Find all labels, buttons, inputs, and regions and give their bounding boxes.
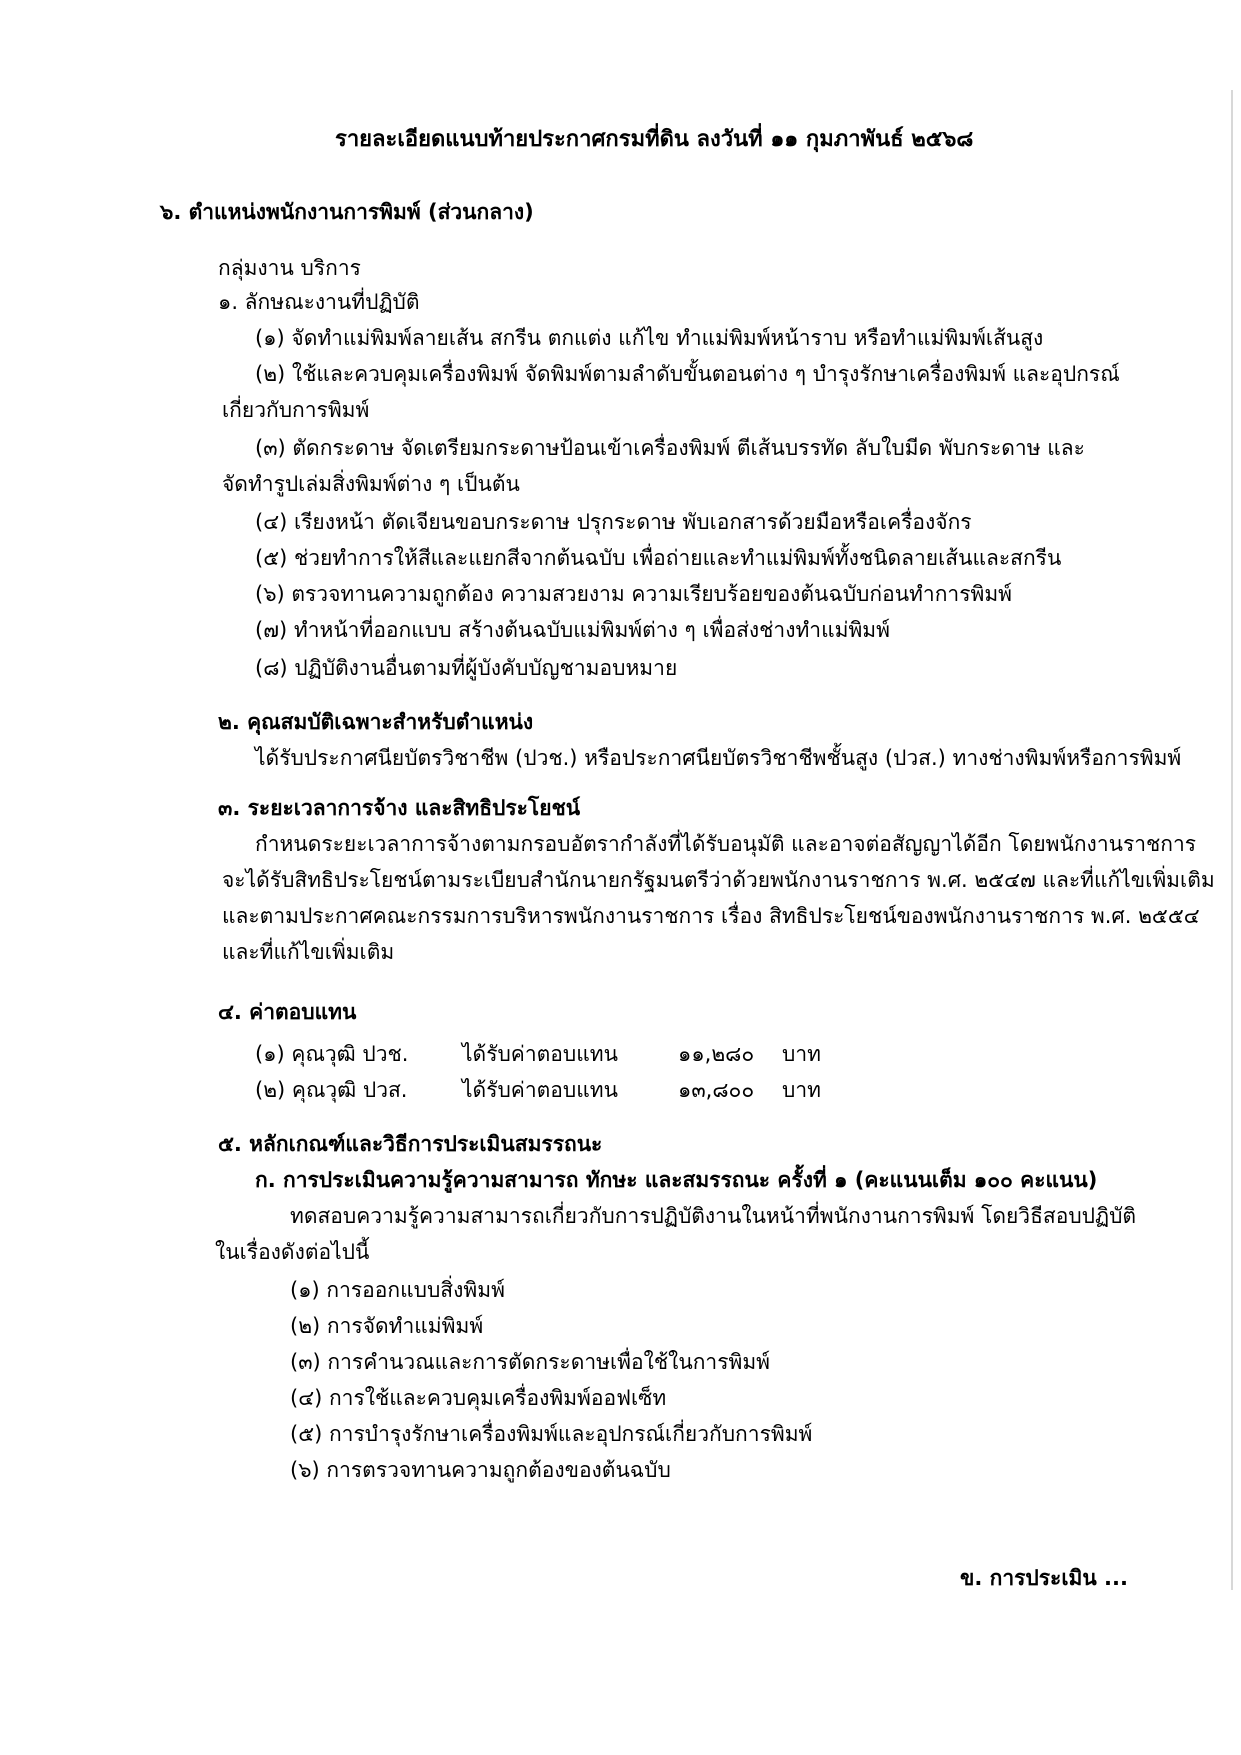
assessment-item-4: (๔) การใช้และควบคุมเครื่องพิมพ์ออฟเซ็ท	[290, 1386, 667, 1410]
section-2-heading: ๒. คุณสมบัติเฉพาะสำหรับตำแหน่ง	[218, 710, 534, 734]
continuation-note: ข. การประเมิน ...	[960, 1566, 1128, 1590]
section-5-body-line-2: ในเรื่องดังต่อไปนี้	[215, 1240, 370, 1264]
section-3-heading: ๓. ระยะเวลาการจ้าง และสิทธิประโยชน์	[218, 796, 581, 820]
duty-item-8: (๘) ปฏิบัติงานอื่นตามที่ผู้บังคับบัญชามอบหมาย	[255, 656, 678, 680]
assessment-item-5: (๕) การบำรุงรักษาเครื่องพิมพ์และอุปกรณ์เกี่ยวกับการพิมพ์	[290, 1422, 813, 1446]
duty-item-7: (๗) ทำหน้าที่ออกแบบ สร้างต้นฉบับแม่พิมพ์ต่าง ๆ เพื่อส่งช่างทำแม่พิมพ์	[255, 618, 890, 642]
section-2-body: ได้รับประกาศนียบัตรวิชาชีพ (ปวช.) หรือประกาศนียบัตรวิชาชีพชั้นสูง (ปวส.) ทางช่างพิมพ์หรือการพิมพ์	[255, 746, 1182, 770]
pay-row-2-unit: บาท	[782, 1078, 821, 1102]
pay-row-2-amount: ๑๓,๘๐๐	[678, 1078, 755, 1102]
section-3-line-1: กำหนดระยะเวลาการจ้างตามกรอบอัตรากำลังที่ได้รับอนุมัติ และอาจต่อสัญญาได้อีก โดยพนักงานราชการ	[255, 832, 1197, 856]
duty-item-2: (๒) ใช้และควบคุมเครื่องพิมพ์ จัดพิมพ์ตามลำดับขั้นตอนต่าง ๆ บำรุงรักษาเครื่องพิมพ์ และอุปกรณ์	[255, 362, 1120, 386]
pay-row-1-unit: บาท	[782, 1042, 821, 1066]
group-label: กลุ่มงาน บริการ	[218, 256, 361, 280]
pay-row-2-label: ได้รับค่าตอบแทน	[462, 1078, 618, 1102]
pay-row-1-amount: ๑๑,๒๘๐	[678, 1042, 755, 1066]
section-5-body-line-1: ทดสอบความรู้ความสามารถเกี่ยวกับการปฏิบัติงานในหน้าที่พนักงานการพิมพ์ โดยวิธีสอบปฏิบัติ	[290, 1204, 1137, 1228]
position-heading: ๖. ตำแหน่งพนักงานการพิมพ์ (ส่วนกลาง)	[160, 200, 534, 224]
assessment-item-2: (๒) การจัดทำแม่พิมพ์	[290, 1314, 484, 1338]
section-3-line-3: และตามประกาศคณะกรรมการบริหารพนักงานราชการ เรื่อง สิทธิประโยชน์ของพนักงานราชการ พ.ศ. ๒๕๕๔	[222, 904, 1200, 928]
section-1-heading: ๑. ลักษณะงานที่ปฏิบัติ	[218, 290, 420, 314]
duty-item-4: (๔) เรียงหน้า ตัดเจียนขอบกระดาษ ปรุกระดาษ พับเอกสารด้วยมือหรือเครื่องจักร	[255, 510, 972, 534]
duty-item-2-cont: เกี่ยวกับการพิมพ์	[222, 398, 370, 422]
section-4-heading: ๔. ค่าตอบแทน	[218, 1000, 357, 1024]
pay-row-2-qualification: (๒) คุณวุฒิ ปวส.	[255, 1078, 408, 1102]
duty-item-1: (๑) จัดทำแม่พิมพ์ลายเส้น สกรีน ตกแต่ง แก้ไข ทำแม่พิมพ์หน้าราบ หรือทำแม่พิมพ์เส้นสูง	[255, 326, 1044, 350]
section-5-sub-a: ก. การประเมินความรู้ความสามารถ ทักษะ และสมรรถนะ ครั้งที่ ๑ (คะแนนเต็ม ๑๐๐ คะแนน)	[255, 1168, 1098, 1192]
assessment-item-1: (๑) การออกแบบสิ่งพิมพ์	[290, 1278, 505, 1302]
scan-edge	[1231, 90, 1233, 1590]
pay-row-1-label: ได้รับค่าตอบแทน	[462, 1042, 618, 1066]
duty-item-3: (๓) ตัดกระดาษ จัดเตรียมกระดาษป้อนเข้าเครื่องพิมพ์ ตีเส้นบรรทัด ลับใบมีด พับกระดาษ และ	[255, 436, 1085, 460]
document-title: รายละเอียดแนบท้ายประกาศกรมที่ดิน ลงวันที่ ๑๑ กุมภาพันธ์ ๒๕๖๘	[335, 127, 974, 152]
duty-item-5: (๕) ช่วยทำการให้สีและแยกสีจากต้นฉบับ เพื่อถ่ายและทำแม่พิมพ์ทั้งชนิดลายเส้นและสกรีน	[255, 546, 1062, 570]
duty-item-6: (๖) ตรวจทานความถูกต้อง ความสวยงาม ความเรียบร้อยของต้นฉบับก่อนทำการพิมพ์	[255, 582, 1013, 606]
assessment-item-6: (๖) การตรวจทานความถูกต้องของต้นฉบับ	[290, 1458, 671, 1482]
duty-item-3-cont: จัดทำรูปเล่มสิ่งพิมพ์ต่าง ๆ เป็นต้น	[222, 472, 520, 496]
section-5-heading: ๕. หลักเกณฑ์และวิธีการประเมินสมรรถนะ	[218, 1132, 603, 1156]
section-3-line-2: จะได้รับสิทธิประโยชน์ตามระเบียบสำนักนายกรัฐมนตรีว่าด้วยพนักงานราชการ พ.ศ. ๒๕๔๗ และที่แก้ไขเพิ่มเติม	[222, 868, 1215, 892]
section-3-line-4: และที่แก้ไขเพิ่มเติม	[222, 940, 395, 964]
pay-row-1-qualification: (๑) คุณวุฒิ ปวช.	[255, 1042, 409, 1066]
assessment-item-3: (๓) การคำนวณและการตัดกระดาษเพื่อใช้ในการพิมพ์	[290, 1350, 771, 1374]
